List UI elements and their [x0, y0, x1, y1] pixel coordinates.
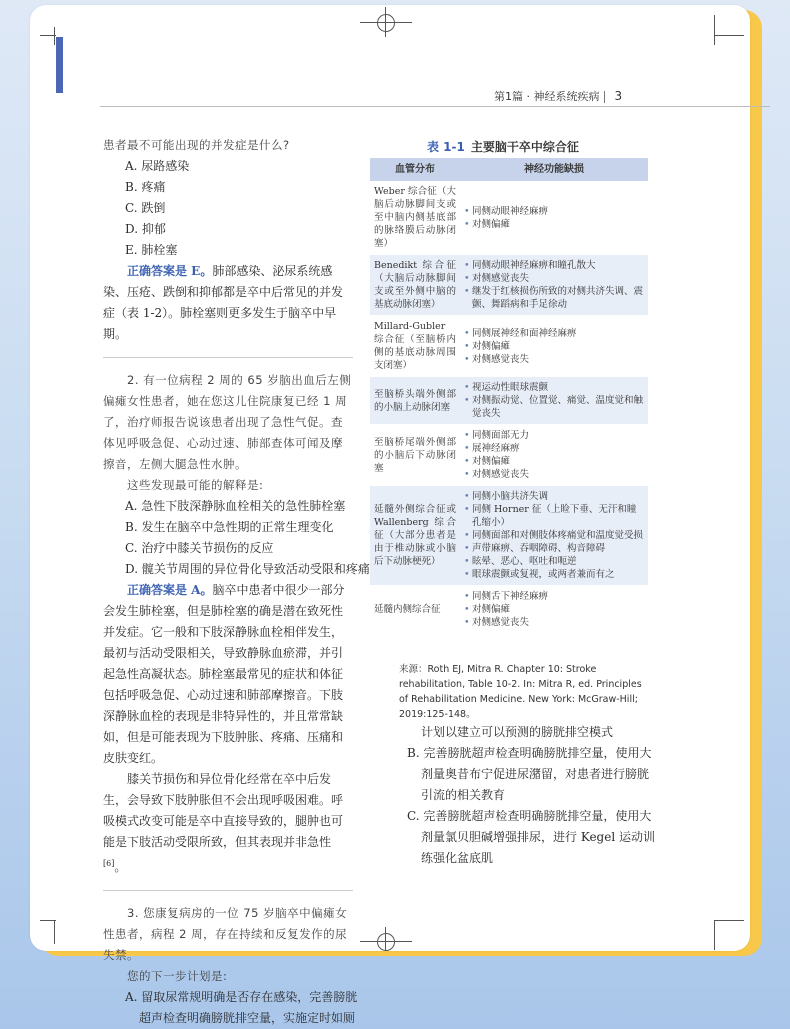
q3-lead: 您的下一步计划是: — [127, 969, 228, 983]
crop-mark — [714, 15, 715, 45]
q1-answer-label: 正确答案是 E。 — [127, 264, 213, 278]
q2-paragraph-2 — [103, 769, 353, 878]
deficit-item: • 视运动性眼球震颤 — [464, 381, 644, 394]
q2-option-a: A. 急性下肢深静脉血栓相关的急性肺栓塞 — [125, 499, 346, 513]
q1-option-e: E. 肺栓塞 — [125, 243, 178, 257]
table-header-deficit: 神经功能缺损 — [460, 158, 648, 181]
q2-lead: 这些发现最可能的解释是: — [127, 478, 264, 492]
q3-option-a-line2: 超声检查明确膀胱排空量，实施定时如厕 — [139, 1011, 356, 1025]
q2-answer-label: 正确答案是 A。 — [127, 583, 213, 597]
table-cell-deficit — [460, 255, 648, 316]
table-cell-vascular: 至脑桥尾端外侧部的小脑后下动脉闭塞 — [370, 425, 460, 486]
table-number: 表 1-1 — [427, 140, 465, 154]
table-cell-vascular: 至脑桥头端外侧部的小脑上动脉闭塞 — [370, 377, 460, 425]
deficit-item: • 对侧振动觉、位置觉、痛觉、温度觉和触觉丧失 — [464, 394, 644, 420]
question-divider — [103, 357, 353, 358]
deficit-item: • 同侧面部和对侧肢体疼痛觉和温度觉受损 — [464, 529, 644, 542]
running-header — [494, 88, 622, 104]
deficit-item: • 展神经麻痹 — [464, 442, 644, 455]
deficit-item: • 同侧舌下神经麻痹 — [464, 590, 644, 603]
deficit-item: • 同侧动眼神经麻痹和瞳孔散大 — [464, 259, 644, 272]
registration-mark-top — [377, 14, 395, 32]
table-header-vascular: 血管分布 — [370, 158, 460, 181]
q3-option-c: C. 完善膀胱超声检查明确膀胱排空量，使用大剂量氯贝胆碱增强排尿，进行 Kegel 运动训练强化盆底肌 — [407, 809, 655, 865]
deficit-item: • 同侧展神经和面神经麻痹 — [464, 327, 644, 340]
q3-option-a-line3: 计划以建立可以预测的膀胱排空模式 — [421, 725, 614, 739]
q2-paragraph-2-end: 。 — [114, 860, 127, 874]
deficit-item: • 对侧感觉丧失 — [464, 272, 644, 285]
q2-reference: [6] — [103, 859, 115, 868]
crop-mark — [714, 35, 744, 36]
question-divider — [103, 890, 353, 891]
section-title: 第1篇 · 神经系统疾病 — [494, 90, 600, 103]
deficit-item: • 同侧小脑共济失调 — [464, 490, 644, 503]
q2-paragraph-2-text: 膝关节损伤和异位骨化经常在卒中后发生，会导致下肢肿胀但不会出现呼吸困难。呼吸模式改变可能是卒中直接导致的，腿肿也可能是下肢活动受限所致，但其表现并非急性 — [103, 772, 344, 849]
table-source-note: 来源：Roth EJ, Mitra R. Chapter 10: Stroke rehabilitation, Table 10-2. In: Mitra R, ed. Principles of Rehabilitation Medicine. New York: McGraw-Hill; 2019:125-148。 — [399, 664, 642, 720]
deficit-item: • 同侧 Horner 征（上睑下垂、无汗和瞳孔缩小） — [464, 503, 644, 529]
deficit-item: • 对侧感觉丧失 — [464, 616, 644, 629]
crop-mark — [54, 920, 55, 944]
deficit-item: • 继发于红核损伤所致的对侧共济失调、震颤、舞蹈病和手足徐动 — [464, 285, 644, 311]
table-cell-vascular: 延髓外侧综合征或 Wallenberg 综合征（大部分患者是由于椎动脉或小脑后下动脉梗死） — [370, 486, 460, 586]
q1-answer-text: 肺部感染、泌尿系统感染、压疮、跌倒和抑郁都是卒中后常见的并发症（表 1-2）。肺栓塞则更多发生于脑卒中早期。 — [103, 264, 344, 341]
deficit-item: • 眩晕、恶心、呕吐和呃逆 — [464, 555, 644, 568]
deficit-item: • 声带麻痹、吞咽障碍、构音障碍 — [464, 542, 644, 555]
crop-mark — [360, 22, 412, 23]
right-column — [399, 722, 657, 869]
q3-option-b: B. 完善膀胱超声检查明确膀胱排空量，使用大剂量奥昔布宁促进尿潴留，对患者进行膀胱引流的相关教育 — [407, 746, 652, 802]
table-row — [370, 486, 648, 586]
crop-mark — [54, 27, 55, 45]
q2-option-d: D. 髋关节周围的异位骨化导致活动受限和疼痛 — [125, 562, 370, 576]
brainstem-syndrome-table — [370, 158, 648, 634]
q1-answer — [103, 261, 353, 345]
crop-mark — [40, 35, 56, 36]
deficit-item: • 眼球震颤或复视，或两者兼而有之 — [464, 568, 644, 581]
deficit-item: • 对侧偏瘫 — [464, 218, 644, 231]
q1-option-a: A. 尿路感染 — [125, 159, 190, 173]
q1-option-b: B. 疼痛 — [125, 180, 166, 194]
table-cell-deficit — [460, 181, 648, 255]
table-cell-vascular: 延髓内侧综合征 — [370, 586, 460, 634]
table-row — [370, 316, 648, 377]
table-cell-deficit — [460, 425, 648, 486]
q2-answer-text: 脑卒中患者中很少一部分会发生肺栓塞，但是肺栓塞的确是潜在致死性并发症。它一般和下肢深静脉血栓相伴发生，最初与活动受限相关，导致静脉血瘀滞，并引起急性高凝状态。肺栓塞最常见的症状和体征包括呼吸急促、心动过速和肺部摩擦音。下肢深静脉血栓的表现是非特异性的，并且常常缺如，但是可能表现为下肢肿胀、疼痛、压痛和皮肤变红。 — [103, 583, 345, 765]
crop-mark — [385, 7, 386, 37]
crop-mark — [385, 927, 386, 951]
q2-option-c: C. 治疗中膝关节损伤的反应 — [125, 541, 274, 555]
table-cell-vascular: Millard-Gubler 综合征（至脑桥内侧的基底动脉周围支闭塞） — [370, 316, 460, 377]
q1-option-d: D. 抑郁 — [125, 222, 166, 236]
table-cell-vascular: Benedikt 综合征（大脑后动脉脚间支或至外侧中脑的基底动脉闭塞） — [370, 255, 460, 316]
table-row — [370, 181, 648, 255]
crop-mark — [714, 920, 744, 921]
table-title-text: 主要脑干卒中综合征 — [470, 140, 579, 154]
deficit-item: • 对侧感觉丧失 — [464, 468, 644, 481]
chapter-tab — [56, 37, 63, 93]
registration-mark-bottom — [377, 933, 395, 951]
q1-stem: 患者最不可能出现的并发症是什么? — [103, 138, 290, 152]
table-cell-vascular: Weber 综合征（大脑后动脉脚间支或至中脑内侧基底部的脉络膜后动脉闭塞） — [370, 181, 460, 255]
deficit-item: • 同侧面部无力 — [464, 429, 644, 442]
q2-answer — [103, 580, 353, 769]
table-cell-deficit — [460, 377, 648, 425]
q1-option-c: C. 跌倒 — [125, 201, 166, 215]
table-cell-deficit — [460, 586, 648, 634]
crop-mark — [40, 920, 56, 921]
table-row — [370, 255, 648, 316]
table-cell-deficit — [460, 316, 648, 377]
deficit-item: • 对侧偏瘫 — [464, 340, 644, 353]
header-separator — [604, 91, 605, 103]
q3-stem: 3. 您康复病房的一位 75 岁脑卒中偏瘫女性患者，病程 2 周，存在持续和反复发作的尿失禁。 — [103, 906, 348, 962]
left-column — [103, 135, 370, 1029]
deficit-item: • 对侧感觉丧失 — [464, 353, 644, 366]
table-row — [370, 377, 648, 425]
q2-option-b: B. 发生在脑卒中急性期的正常生理变化 — [125, 520, 334, 534]
page-number: 3 — [614, 89, 623, 103]
table-cell-deficit — [460, 486, 648, 586]
deficit-item: • 同侧动眼神经麻痹 — [464, 205, 644, 218]
deficit-item: • 对侧偏瘫 — [464, 603, 644, 616]
header-rule — [100, 106, 770, 107]
q2-stem: 2. 有一位病程 2 周的 65 岁脑出血后左侧偏瘫女性患者，她在您这儿住院康复已经 1 周了，治疗师报告说该患者出现了急性气促。查体见呼吸急促、心动过速、肺部查体可闻及摩擦音，左侧大腿急性水肿。 — [103, 373, 352, 471]
table-row — [370, 586, 648, 634]
deficit-item: • 对侧偏瘫 — [464, 455, 644, 468]
crop-mark — [360, 941, 412, 942]
table-header-row — [370, 158, 648, 181]
table-title — [427, 138, 579, 155]
table-row — [370, 425, 648, 486]
crop-mark — [714, 920, 715, 950]
q3-option-a-line1: A. 留取尿常规明确是否存在感染，完善膀胱 — [125, 990, 358, 1004]
